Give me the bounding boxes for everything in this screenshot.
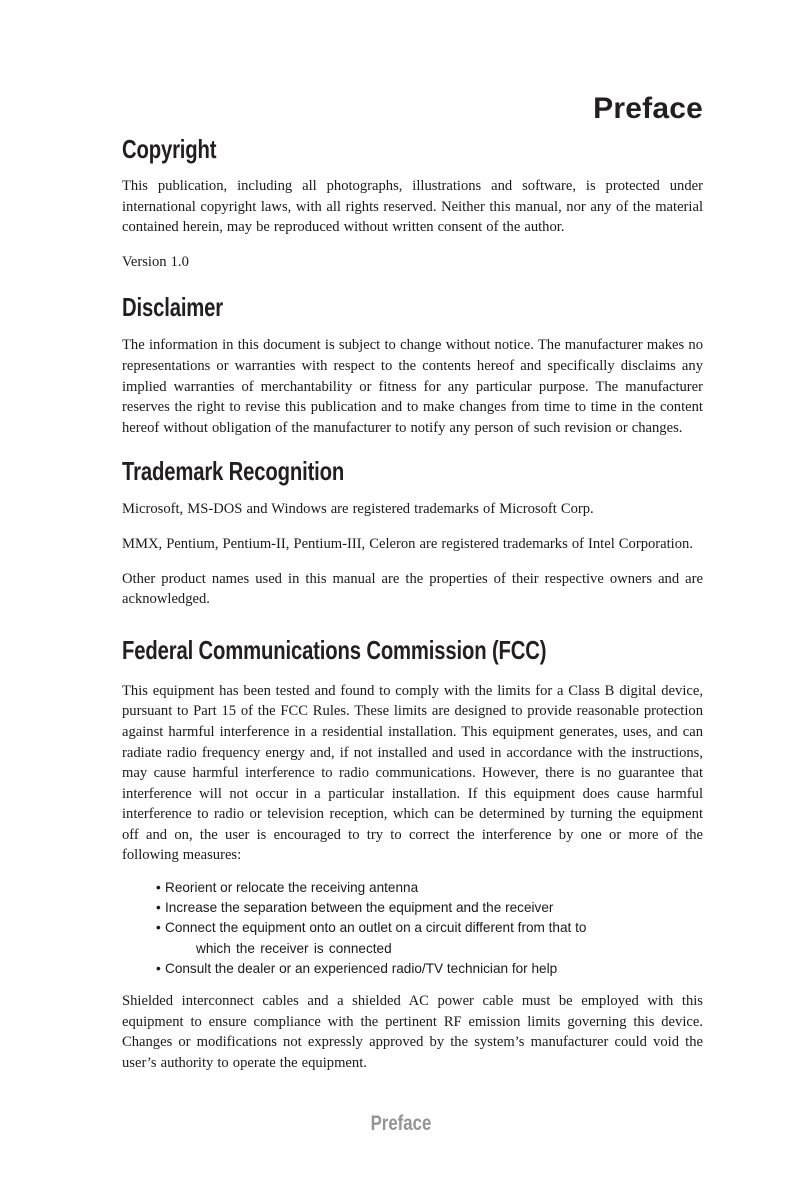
section-heading-federal-communications-commission: Federal Communications Commission (FCC) xyxy=(122,634,547,665)
bullet-icon: • xyxy=(156,900,161,916)
list-item-continuation: which the receiver is connected xyxy=(196,940,392,956)
document-content xyxy=(122,136,703,1073)
list-item-label: Increase the separation between the equipment and the receiver xyxy=(165,900,554,916)
bullet-icon: • xyxy=(156,880,161,896)
paragraph-microsoft-trademarks: Microsoft, MS-DOS and Windows are registered trademarks of Microsoft Corp. xyxy=(122,501,594,518)
section-heading-copyright: Copyright xyxy=(122,134,217,164)
list-item-label: Connect the equipment onto an outlet on a circuit different from that to xyxy=(165,920,587,936)
bullet-icon: • xyxy=(156,920,161,936)
paragraph-intel-trademarks: MMX, Pentium, Pentium-II, Pentium-III, Celeron are registered trademarks of Intel Corporation. xyxy=(122,535,693,552)
paragraph-disclaimer: The information in this document is subject to change without notice. The manufacturer makes no representations or warranties with respect to the contents hereof and specifically disclaims any implied warranties of merchantability or fitness for any particular purpose. The manufacturer reserves the right to revise this publication and to make changes from time to time in the content hereof without obligation of the manufacturer to notify any person of such revision or changes. xyxy=(122,337,703,436)
list-item xyxy=(122,878,703,898)
paragraph-other-product-names: Other product names used in this manual are the properties of their respective owners and are acknowledged. xyxy=(122,570,703,608)
list-item xyxy=(122,959,703,979)
list-item-label: Consult the dealer or an experienced radio/TV technician for help xyxy=(165,960,558,976)
list-item-label: Reorient or relocate the receiving antenna xyxy=(165,880,419,896)
fcc-measures-list xyxy=(122,878,703,979)
list-item xyxy=(122,898,703,918)
page-title: Preface xyxy=(593,92,703,125)
paragraph-copyright-notice: This publication, including all photographs, illustrations and software, is protected under international copyright laws, with all rights reserved. Neither this manual, nor any of the material contained herein, may be reproduced without written consent of the author. xyxy=(122,178,703,236)
section-heading-disclaimer: Disclaimer xyxy=(122,292,224,323)
paragraph-version: Version 1.0 xyxy=(122,253,189,270)
section-heading-trademark-recognition: Trademark Recognition xyxy=(122,456,345,487)
paragraph-fcc-compliance: This equipment has been tested and found to comply with the limits for a Class B digital device, pursuant to Part 15 of the FCC Rules. These limits are designed to provide reasonable protection against harmful interference in a residential installation. This equipment generates, uses, and can radiate radio frequency energy and, if not installed and used in accordance with the instructions, may cause harmful interference to radio communications. However, there is no guarantee that interference will not occur in a particular installation. If this equipment does cause harmful interference to radio or television reception, which can be determined by turning the equipment off and on, the user is encouraged to try to correct the interference by one or more of the following measures: xyxy=(122,682,703,864)
list-item xyxy=(122,918,703,958)
page-footer xyxy=(0,1112,802,1136)
bullet-icon: • xyxy=(156,960,161,976)
paragraph-shielded-cables: Shielded interconnect cables and a shielded AC power cable must be employed with this equipment to ensure compliance with the pertinent RF emission limits governing this device. Changes or modifications not expressly approved by the system’s manufacturer could void the user’s authority to operate the equipment. xyxy=(122,993,703,1071)
footer-label: Preface xyxy=(370,1112,432,1135)
